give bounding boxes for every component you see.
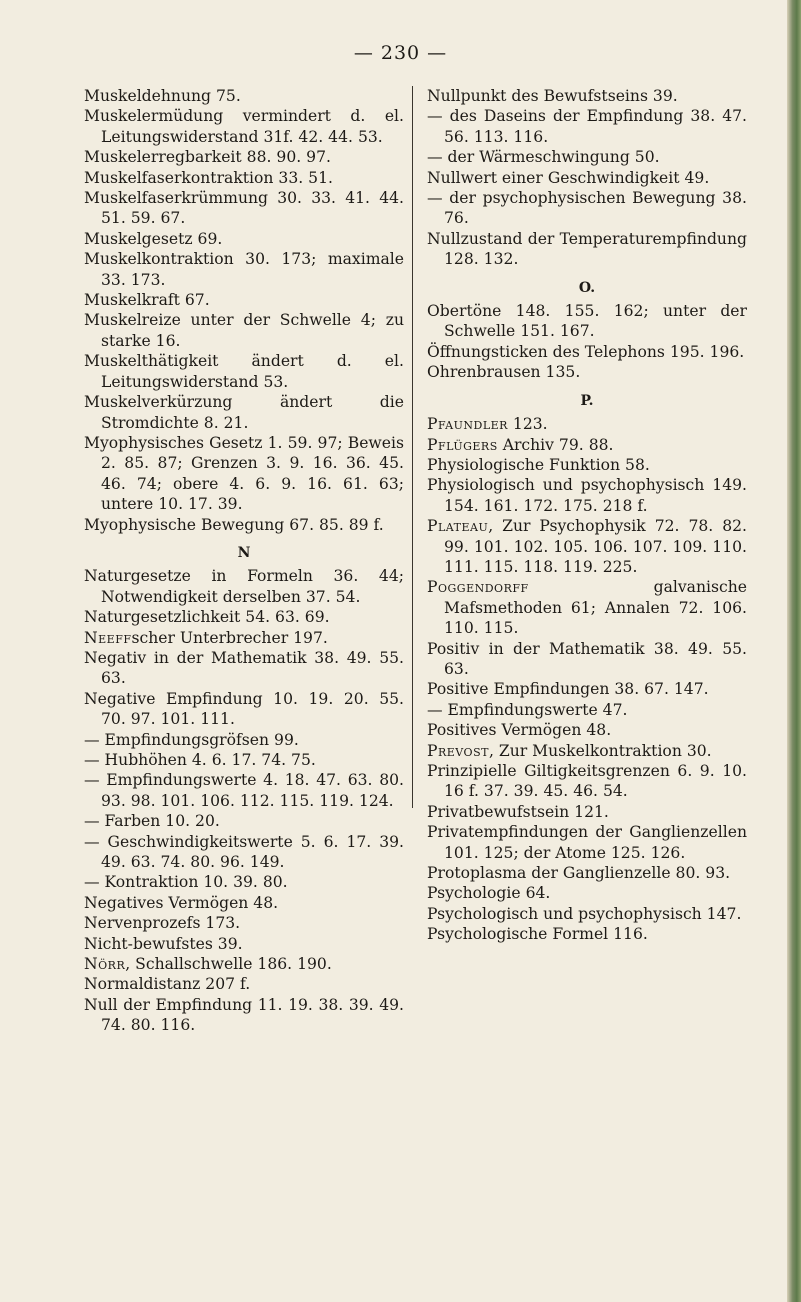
entry-text: galvanische Mafsmethoden 61; Annalen 72. 106. 110. 115. — [444, 578, 747, 638]
author-name: Nörr — [84, 955, 126, 974]
entry-text: Nullpunkt des Bewufstseins 39. — [427, 87, 678, 105]
index-entry — [427, 229, 747, 270]
entry-text: Negativ in der Mathematik 38. 49. 55. 63. — [84, 648, 404, 688]
entry-text: scher Unterbrecher 197. — [131, 628, 328, 647]
index-entry — [84, 290, 404, 310]
entry-text: Negative Empfindung 10. 19. 20. 55. 70. 97. 101. 111. — [84, 689, 404, 729]
index-entry — [427, 342, 747, 362]
entry-text: Myophysische Bewegung 67. 85. 89 f. — [84, 515, 384, 534]
index-entry — [84, 310, 404, 351]
entry-text: — der Wärmeschwingung 50. — [427, 148, 660, 167]
index-entry — [84, 893, 404, 913]
entry-text: Positives Vermögen 48. — [427, 721, 612, 740]
author-name: Prevost — [427, 741, 489, 760]
entry-text: Muskelfaserkontraktion 33. 51. — [84, 168, 333, 187]
index-entry — [427, 475, 747, 516]
entry-text: Muskelreize unter der Schwelle 4; zu starke 16. — [84, 311, 404, 350]
entry-text: Privatempfindungen der Ganglienzellen 101. 125; der Atome 125. 126. — [427, 823, 747, 862]
page-number: — 230 — — [353, 42, 448, 64]
index-entry — [84, 995, 404, 1036]
index-entry — [427, 516, 747, 577]
entry-text: Null der Empfindung 11. 19. 38. 39. 49. 74. 80. 116. — [84, 995, 404, 1035]
entry-text: — Hubhöhen 4. 6. 17. 74. 75. — [84, 751, 316, 769]
entry-text: Psychologische Formel 116. — [427, 925, 648, 944]
index-entry — [84, 648, 404, 689]
author-name: Poggendorff — [427, 578, 529, 597]
entry-text: , Zur Psychophysik 72. 78. 82. 99. 101. 102. 105. 106. 107. 109. 110. 111. 115. 118. 119. 225. — [444, 517, 747, 576]
entry-text: P. — [580, 392, 594, 409]
entry-text: , Schallschwelle 186. 190. — [125, 955, 332, 974]
entry-text: Muskelkraft 67. — [84, 291, 210, 310]
index-entry — [427, 362, 747, 382]
entry-text: — Empfindungswerte 4. 18. 47. 63. 80. 93. 98. 101. 106. 112. 115. 119. 124. — [84, 771, 404, 810]
index-entry — [84, 811, 404, 831]
index-entry — [427, 577, 747, 638]
index-entry — [84, 689, 404, 730]
index-entry — [84, 913, 404, 933]
entry-text: Muskelverkürzung ändert die Stromdichte 8. 21. — [84, 393, 404, 432]
index-entry — [427, 741, 747, 761]
entry-text: — Empfindungswerte 47. — [427, 700, 628, 719]
entry-text: Ohrenbrausen 135. — [427, 363, 581, 382]
index-entry — [427, 904, 747, 924]
index-entry — [427, 106, 747, 147]
entry-text: — Kontraktion 10. 39. 80. — [84, 873, 288, 892]
entry-text: Muskelkontraktion 30. 173; maximale 33. 173. — [84, 250, 404, 289]
index-entry — [427, 86, 747, 106]
index-entry — [427, 720, 747, 740]
index-entry — [84, 770, 404, 811]
index-entry — [84, 392, 404, 433]
entry-text: Myophysisches Gesetz 1. 59. 97; Beweis 2. 85. 87; Grenzen 3. 9. 16. 36. 45. 46. 74; obere 4. 6. 9. 16. 61. 63; untere 10. 17. 39. — [84, 433, 404, 514]
entry-text: Protoplasma der Ganglienzelle 80. 93. — [427, 864, 731, 883]
entry-text: Positiv in der Mathematik 38. 49. 55. 63. — [427, 639, 747, 678]
author-name: Pflügers — [427, 435, 498, 454]
index-entry — [427, 147, 747, 167]
entry-text: — der psychophysischen Bewegung 38. 76. — [427, 189, 747, 228]
entry-text: Muskeldehnung 75. — [84, 87, 241, 105]
entry-text: Naturgesetzlichkeit 54. 63. 69. — [84, 608, 330, 627]
index-entry — [427, 802, 747, 822]
entry-text: Muskelerregbarkeit 88. 90. 97. — [84, 148, 331, 167]
entry-text: Physiologische Funktion 58. — [427, 455, 650, 474]
index-entry — [84, 872, 404, 892]
index-entry — [427, 679, 747, 699]
index-entry — [84, 86, 404, 106]
index-entry — [427, 168, 747, 188]
entry-text: Nullzustand der Temperaturempfindung 128. 132. — [427, 229, 747, 269]
section-letter — [427, 391, 747, 411]
entry-text: Muskelfaserkrümmung 30. 33. 41. 44. 51. 59. 67. — [84, 189, 404, 228]
index-entry — [84, 974, 404, 994]
entry-text: N — [237, 544, 251, 561]
index-entry — [84, 750, 404, 770]
entry-text: Positive Empfindungen 38. 67. 147. — [427, 680, 709, 699]
index-column-right — [427, 86, 747, 945]
index-entry — [84, 934, 404, 954]
index-entry — [427, 455, 747, 475]
page-edge-shadow — [787, 0, 801, 1302]
entry-text: Negatives Vermögen 48. — [84, 893, 279, 912]
entry-text: — Farben 10. 20. — [84, 812, 220, 831]
index-entry — [427, 700, 747, 720]
index-entry — [84, 106, 404, 147]
index-entry — [84, 229, 404, 249]
section-letter — [427, 278, 747, 298]
index-entry — [84, 607, 404, 627]
index-entry — [427, 761, 747, 802]
entry-text: Muskelthätigkeit ändert d. el. Leitungswiderstand 53. — [84, 352, 404, 391]
entry-text: Psychologie 64. — [427, 884, 551, 903]
index-entry — [427, 863, 747, 883]
entry-text: Naturgesetze in Formeln 36. 44; Notwendigkeit derselben 37. 54. — [84, 567, 404, 606]
entry-text: O. — [578, 279, 596, 296]
index-entry — [84, 168, 404, 188]
entry-text: Nullwert einer Geschwindigkeit 49. — [427, 168, 710, 187]
entry-text: Nicht-bewufstes 39. — [84, 934, 243, 953]
index-entry — [84, 433, 404, 515]
index-entry — [84, 832, 404, 873]
entry-text: Privatbewufstsein 121. — [427, 802, 609, 821]
index-entry — [427, 414, 747, 434]
entry-text: Nervenprozefs 173. — [84, 914, 241, 933]
index-entry — [427, 639, 747, 680]
author-name: Plateau — [427, 517, 489, 536]
index-column-left — [84, 86, 404, 1036]
entry-text: Psychologisch und psychophysisch 147. — [427, 904, 742, 923]
entry-text: Muskelgesetz 69. — [84, 229, 223, 248]
index-entry — [84, 628, 404, 648]
entry-text: Öffnungsticken des Telephons 195. 196. — [427, 342, 745, 361]
index-entry — [84, 249, 404, 290]
entry-text: Physiologisch und psychophysisch 149. 154. 161. 172. 175. 218 f. — [427, 476, 747, 515]
entry-text: Muskelermüdung vermindert d. el. Leitungswiderstand 31f. 42. 44. 53. — [84, 107, 404, 146]
index-entry — [84, 730, 404, 750]
column-divider — [412, 86, 413, 808]
entry-text: — Geschwindigkeitswerte 5. 6. 17. 39. 49. 63. 74. 80. 96. 149. — [84, 832, 404, 872]
index-entry — [427, 435, 747, 455]
author-name: Neeff — [84, 628, 132, 647]
index-entry — [84, 147, 404, 167]
index-entry — [427, 822, 747, 863]
entry-text: Archiv 79. 88. — [497, 435, 614, 454]
index-entry — [84, 188, 404, 229]
author-name: Pfaundler — [427, 415, 508, 434]
entry-text: Prinzipielle Giltigkeitsgrenzen 6. 9. 10. 16 f. 37. 39. 45. 46. 54. — [427, 762, 747, 801]
index-entry — [427, 301, 747, 342]
entry-text: 123. — [507, 415, 548, 434]
entry-text: Obertöne 148. 155. 162; unter der Schwelle 151. 167. — [427, 302, 747, 341]
entry-text: Normaldistanz 207 f. — [84, 975, 251, 994]
entry-text: — Empfindungsgröfsen 99. — [84, 730, 299, 749]
index-entry — [84, 566, 404, 607]
index-entry — [84, 351, 404, 392]
index-entry — [84, 954, 404, 974]
entry-text: — des Daseins der Empfindung 38. 47. 56. 113. 116. — [427, 107, 747, 146]
index-entry — [427, 924, 747, 944]
entry-text: , Zur Muskelkontraktion 30. — [488, 741, 712, 760]
section-letter — [84, 543, 404, 563]
index-entry — [427, 188, 747, 229]
index-entry — [427, 883, 747, 903]
index-entry — [84, 515, 404, 535]
